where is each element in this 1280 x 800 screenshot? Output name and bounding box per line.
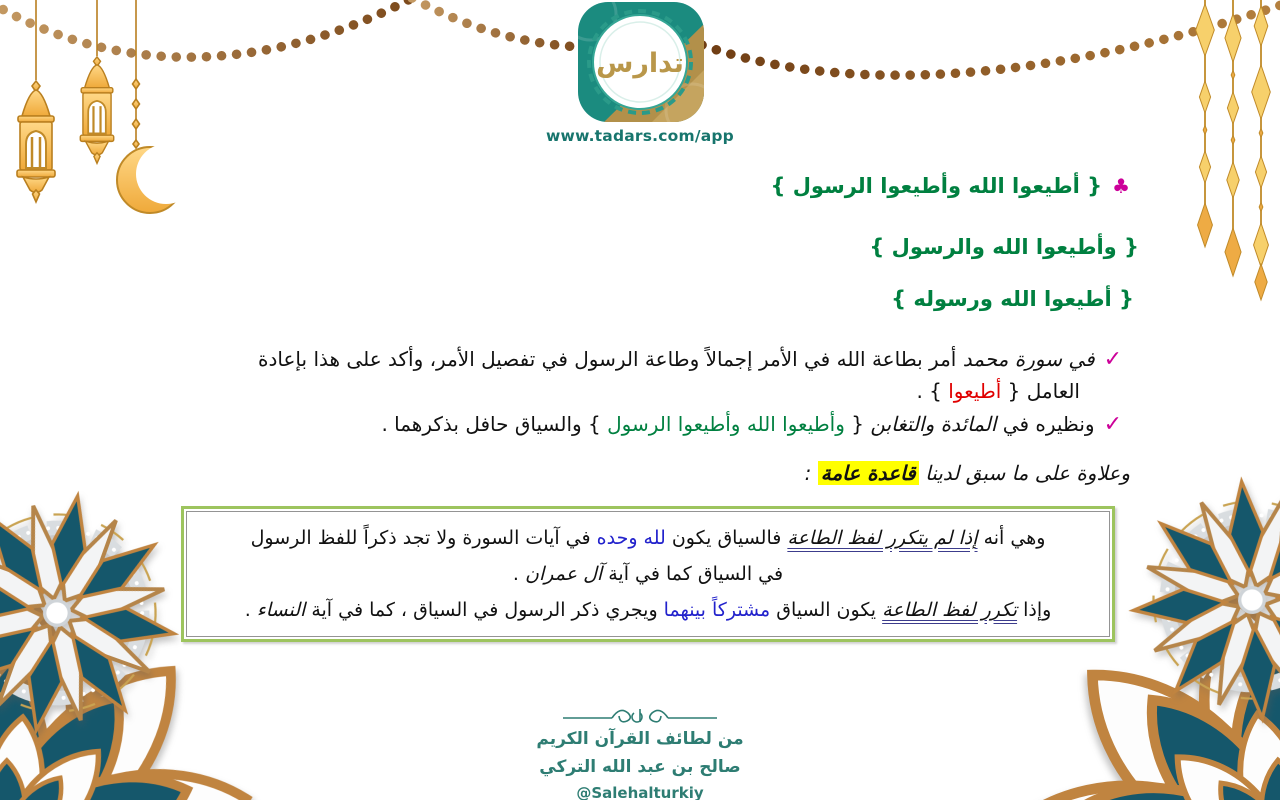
rule-box-inner bbox=[186, 511, 1110, 637]
surah-name-italic: في سورة محمد bbox=[962, 347, 1095, 371]
box-l3-blue: مشتركاً بينهما bbox=[663, 599, 771, 621]
quote-3-text: { أطيعوا الله ورسوله } bbox=[891, 287, 1134, 311]
bullet-1-line-2 bbox=[916, 379, 1080, 403]
quran-quote-3 bbox=[891, 287, 1134, 311]
box-l3-pre: وإذا bbox=[1017, 599, 1052, 621]
footer-series-title: من لطائف القرآن الكريم bbox=[536, 729, 744, 749]
rule-box-line-3 bbox=[197, 592, 1099, 628]
hanging-diamonds-decoration bbox=[1196, 0, 1271, 300]
bullet-2-mid: { bbox=[844, 412, 871, 436]
bullet-1-cont: العامل { bbox=[1001, 379, 1080, 403]
box-l3-post: . bbox=[244, 599, 257, 621]
surah-names-italic: المائدة والتغابن bbox=[870, 412, 997, 436]
quran-quote-1 bbox=[770, 174, 1130, 198]
box-l2-italic: آل عمران bbox=[525, 563, 603, 585]
box-l3-mid: يكون السياق bbox=[770, 599, 883, 621]
intro-text: وعلاوة على ما سبق لدينا bbox=[918, 461, 1130, 485]
bullet-1-end: } . bbox=[916, 379, 949, 403]
logo-calligraphy: تدارس bbox=[596, 48, 684, 79]
bullet-1-line-1 bbox=[258, 347, 1122, 372]
box-l3-italic: النساء bbox=[256, 599, 306, 621]
highlight-general-rule: قاعدة عامة bbox=[818, 461, 919, 485]
box-l2-post: . bbox=[512, 563, 526, 585]
rule-box-line-1 bbox=[197, 520, 1099, 556]
tadars-logo bbox=[564, 0, 718, 136]
footer-social-handle[interactable]: @Salehalturkiy bbox=[576, 784, 704, 800]
box-l3-mid2: ويجري ذكر الرسول في السياق ، كما في آية bbox=[305, 599, 664, 621]
quote-1-text: { أطيعوا الله وأطيعوا الرسول } bbox=[770, 174, 1103, 198]
intro-colon: : bbox=[804, 461, 818, 485]
check-icon: ✓ bbox=[1103, 347, 1122, 372]
box-l1-pre: وهي أنه bbox=[977, 527, 1046, 549]
bullet-2-pre: ونظيره في bbox=[996, 412, 1095, 436]
check-icon: ✓ bbox=[1103, 412, 1122, 437]
box-l3-underlined: تكرر لفظ الطاعة bbox=[882, 599, 1018, 621]
bullet-1-text: أمر بطاعة الله في الأمر إجمالاً وطاعة الرسول في تفصيل الأمر، وأكد على هذا بإعادة bbox=[258, 347, 963, 371]
footer-author: صالح بن عبد الله التركي bbox=[539, 757, 741, 777]
bullet-2-end: } والسياق حافل بذكرهما . bbox=[381, 412, 608, 436]
rule-box bbox=[181, 506, 1115, 642]
box-l1-blue: لله وحده bbox=[596, 527, 666, 549]
box-l1-post: في آيات السورة ولا تجد ذكراً للفظ الرسول bbox=[250, 527, 597, 549]
box-l1-underlined: إذا لم يتكرر لفظ الطاعة bbox=[787, 527, 978, 549]
footer-divider-ornament bbox=[563, 709, 717, 722]
website-url[interactable]: www.tadars.com/app bbox=[546, 127, 734, 145]
quote-2-text: { وأطيعوا الله والرسول } bbox=[869, 235, 1139, 259]
rule-box-line-2 bbox=[197, 556, 1099, 592]
rule-intro-line bbox=[805, 461, 1130, 485]
lantern-icon bbox=[17, 0, 114, 202]
crescent-moon-icon bbox=[117, 0, 196, 213]
quran-quote-2 bbox=[869, 235, 1139, 259]
box-l2-pre: في السياق كما في آية bbox=[602, 563, 784, 585]
bullet-2 bbox=[381, 412, 1122, 437]
box-l1-mid: فالسياق يكون bbox=[665, 527, 788, 549]
club-icon: ♣ bbox=[1112, 174, 1130, 198]
green-quote-inline: وأطيعوا الله وأطيعوا الرسول bbox=[607, 412, 845, 436]
red-word: أطيعوا bbox=[948, 379, 1002, 403]
